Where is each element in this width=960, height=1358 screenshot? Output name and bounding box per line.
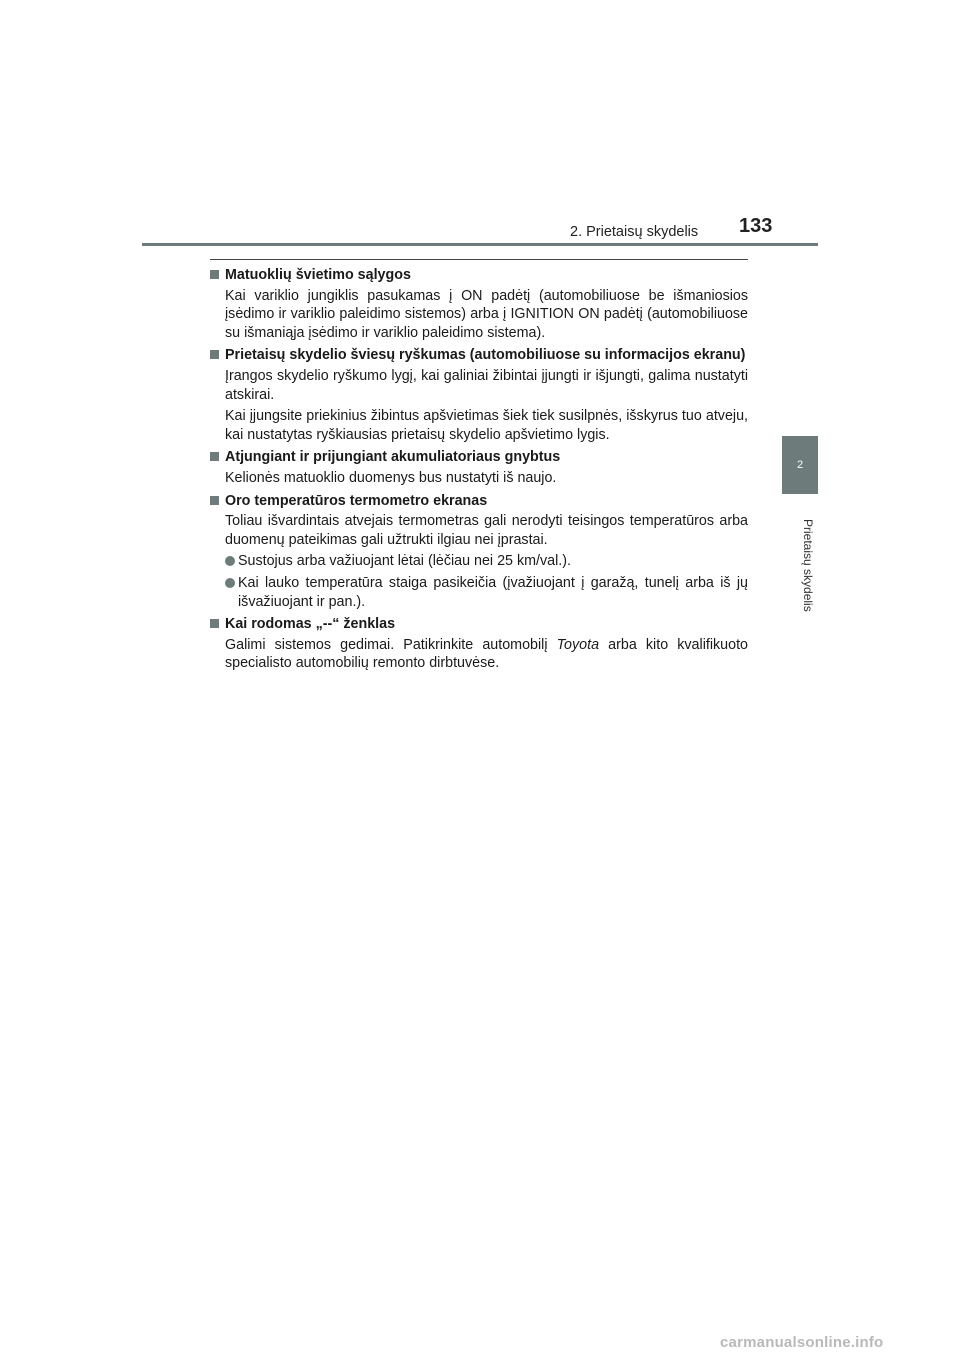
page-number: 133	[739, 215, 773, 237]
square-bullet-icon	[210, 452, 219, 461]
paragraph: Kelionės matuoklio duomenys bus nustatyti iš naujo.	[225, 469, 557, 486]
section-battery	[210, 448, 748, 487]
paragraph: Toliau išvardintais atvejais termometras gali nerodyti teisingos temperatūros arba duomenų pateikimas gali užtrukti ilgiau nei įprastai.	[225, 513, 748, 548]
page-content	[210, 266, 748, 677]
section-heading-text: Matuoklių švietimo sąlygos	[225, 267, 411, 283]
list-item	[210, 574, 748, 611]
section-gauge-lighting	[210, 266, 748, 342]
chapter-tab	[782, 436, 818, 494]
paragraph: Kai įjungsite priekinius žibintus apšvietimas šiek tiek susilpnės, išskyrus tuo atveju, kai nustatytas ryškiausias prietaisų skydelio apšvietimo lygis.	[225, 408, 748, 443]
section-heading-text: Oro temperatūros termometro ekranas	[225, 492, 488, 509]
section-thermometer	[210, 492, 748, 612]
brand-name: Toyota	[556, 636, 600, 653]
square-bullet-icon	[210, 619, 219, 628]
section-heading	[210, 346, 748, 365]
square-bullet-icon	[210, 496, 219, 505]
header-title: 2. Prietaisų skydelis	[570, 224, 699, 240]
paragraph: Įrangos skydelio ryškumo lygį, kai galiniai žibintai įjungti ir išjungti, galima nustatyti atskirai.	[225, 367, 748, 403]
round-bullet-icon	[225, 556, 235, 566]
square-bullet-icon	[210, 350, 219, 359]
watermark: carmanualsonline.info	[720, 1334, 884, 1351]
chapter-number: 2	[796, 459, 804, 471]
round-bullet-icon	[225, 578, 235, 588]
content-rule	[210, 259, 748, 260]
list-item-text: Kai lauko temperatūra staiga pasikeičia (įvažiuojant į garažą, tunelį arba iš jų išvažiuojant ir pan.).	[238, 574, 748, 610]
section-heading	[210, 492, 748, 511]
paragraph-text: arba kito kvalifikuoto specialisto automobilių remonto dirbtuvėse.	[225, 636, 748, 672]
list-item	[210, 552, 748, 571]
paragraph-text: Galimi sistemos gedimai. Patikrinkite automobilį	[225, 636, 557, 653]
chapter-label: Prietaisų skydelis	[801, 518, 815, 612]
section-heading-text: Kai rodomas „--“ ženklas	[225, 616, 396, 633]
section-heading	[210, 615, 748, 634]
section-panel-brightness	[210, 346, 748, 444]
paragraph	[225, 636, 748, 673]
header-rule	[142, 243, 818, 246]
section-heading-text: Atjungiant ir prijungiant akumuliatoriaus gnybtus	[225, 449, 561, 466]
paragraph: Kai variklio jungiklis pasukamas į ON padėtį (automobiliuose be išmaniosios įsėdimo ir variklio paleidimo sistemos) arba į IGNITION ON padėtį (automobiliuose su išmaniąja įsėdimo ir variklio paleidimo sistema).	[225, 287, 748, 341]
square-bullet-icon	[210, 270, 219, 279]
section-heading	[210, 266, 748, 285]
section-heading-text: Prietaisų skydelio šviesų ryškumas (automobiliuose su informacijos ekranu)	[225, 347, 746, 364]
section-dash-sign	[210, 615, 748, 673]
section-heading	[210, 448, 748, 467]
list-item-text: Sustojus arba važiuojant lėtai (lėčiau nei 25 km/val.).	[238, 553, 571, 570]
